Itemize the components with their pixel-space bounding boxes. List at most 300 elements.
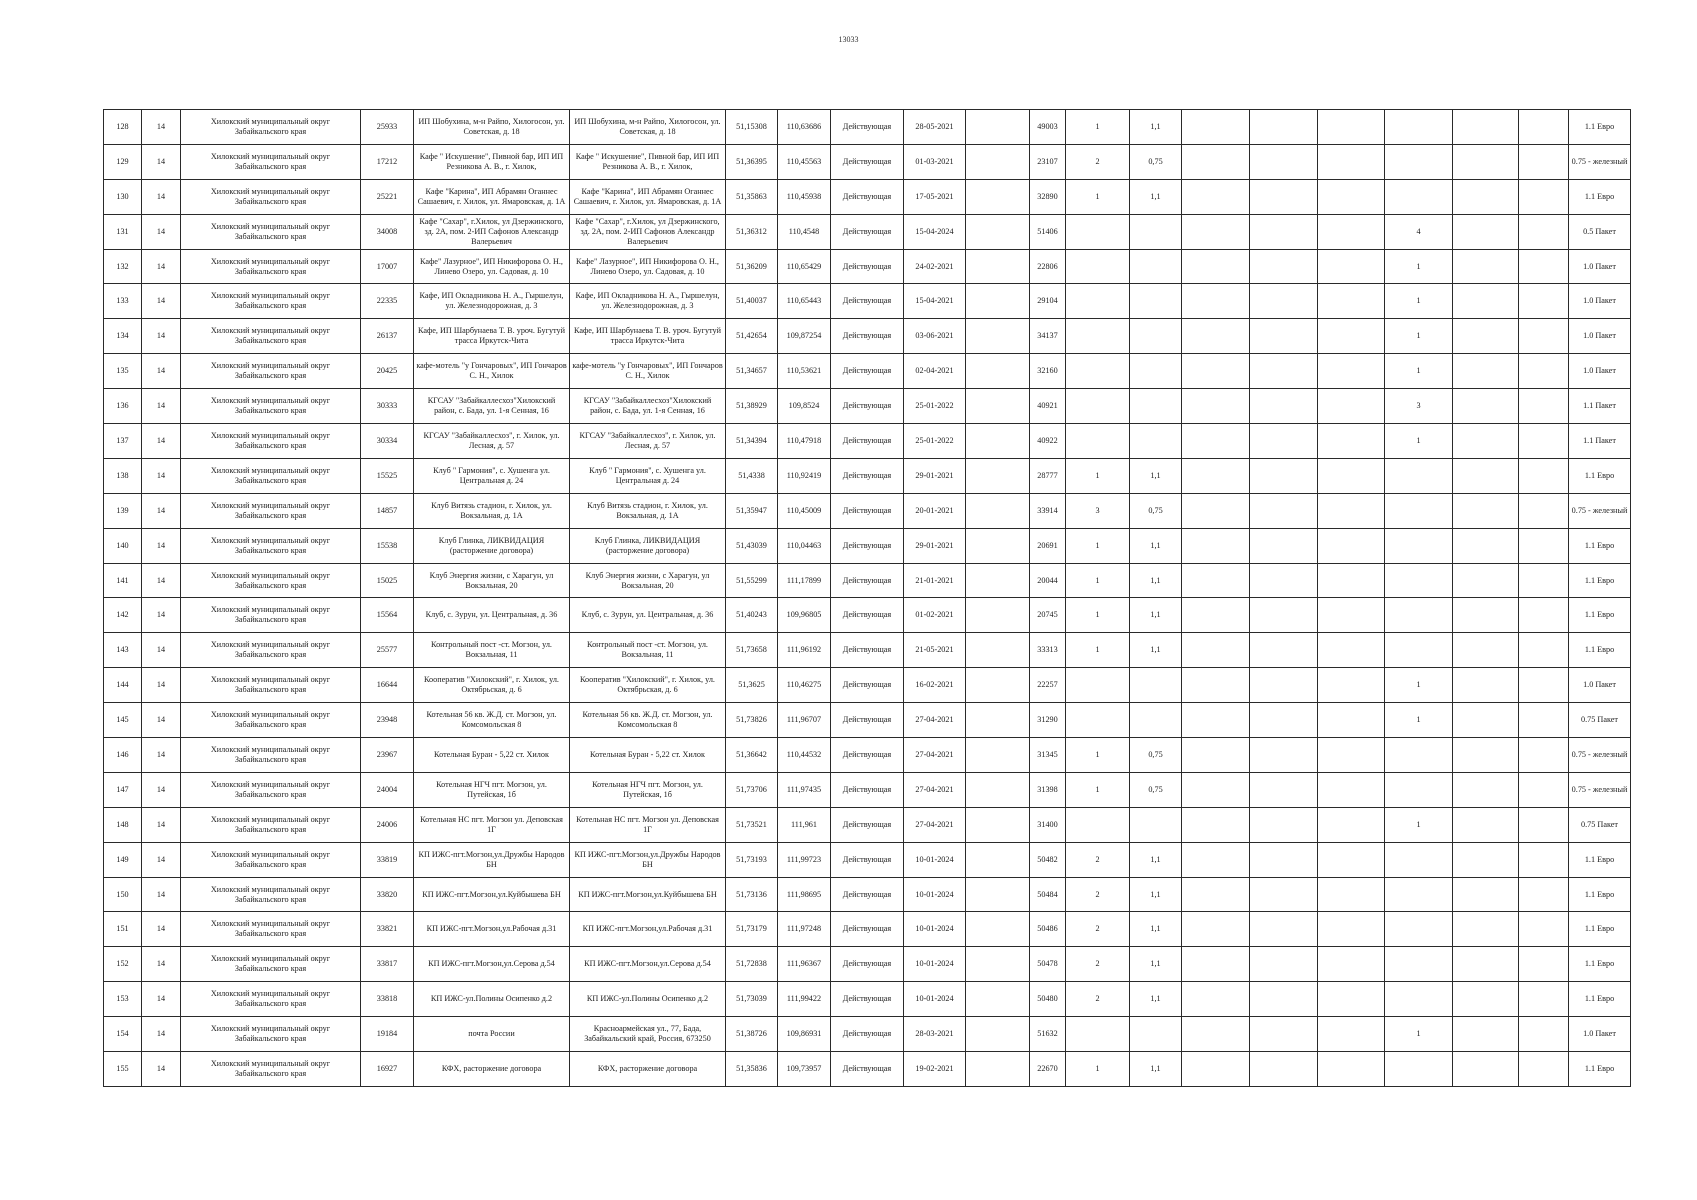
container-count: 1 <box>1066 738 1130 773</box>
container-count <box>1066 424 1130 459</box>
container-count: 1 <box>1066 633 1130 668</box>
empty-cell <box>1519 703 1569 738</box>
registry-number: 50486 <box>1030 912 1066 947</box>
longitude: 109,96805 <box>778 598 831 633</box>
municipal-district: Хилокский муниципальный округ Забайкальского края <box>181 214 361 249</box>
date: 27-04-2021 <box>904 703 966 738</box>
bag-count <box>1385 842 1453 877</box>
empty-cell <box>1250 1052 1318 1087</box>
bag-count: 1 <box>1385 284 1453 319</box>
empty-cell <box>1519 179 1569 214</box>
extra-cell <box>966 144 1030 179</box>
municipal-district: Хилокский муниципальный округ Забайкальского края <box>181 633 361 668</box>
site-name: ИП Шобухина, м-н Райпо, Хилогосон, ул. Советская, д. 18 <box>414 110 570 145</box>
empty-cell <box>1250 563 1318 598</box>
bag-count <box>1385 947 1453 982</box>
site-name: почта России <box>414 1017 570 1052</box>
empty-cell <box>1182 668 1250 703</box>
bag-count <box>1385 110 1453 145</box>
latitude: 51,73039 <box>726 982 778 1017</box>
empty-cell <box>1318 1052 1385 1087</box>
longitude: 109,8524 <box>778 389 831 424</box>
empty-cell <box>1519 1052 1569 1087</box>
empty-cell <box>1250 110 1318 145</box>
extra-cell <box>966 982 1030 1017</box>
registry-number: 49003 <box>1030 110 1066 145</box>
district-code: 14 <box>142 1052 181 1087</box>
registry-number: 34137 <box>1030 319 1066 354</box>
registry-number: 20745 <box>1030 598 1066 633</box>
row-number: 133 <box>104 284 142 319</box>
row-number: 145 <box>104 703 142 738</box>
longitude: 109,73957 <box>778 1052 831 1087</box>
container-count <box>1066 668 1130 703</box>
site-id: 23967 <box>361 738 414 773</box>
latitude: 51,73179 <box>726 912 778 947</box>
container-type: 1.0 Пакет <box>1569 1017 1631 1052</box>
container-type: 1.1 Евро <box>1569 1052 1631 1087</box>
extra-cell <box>966 842 1030 877</box>
table-row <box>104 528 1631 563</box>
row-number: 128 <box>104 110 142 145</box>
bag-count <box>1385 458 1453 493</box>
site-id: 16644 <box>361 668 414 703</box>
container-volume: 1,1 <box>1130 563 1182 598</box>
site-address: Клуб Глинка, ЛИКВИДАЦИЯ (расторжение договора) <box>570 528 726 563</box>
empty-cell <box>1453 319 1519 354</box>
empty-cell <box>1519 912 1569 947</box>
latitude: 51,72838 <box>726 947 778 982</box>
table-row <box>104 493 1631 528</box>
municipal-district: Хилокский муниципальный округ Забайкальского края <box>181 458 361 493</box>
empty-cell <box>1250 947 1318 982</box>
container-volume: 1,1 <box>1130 982 1182 1017</box>
table-row <box>104 249 1631 284</box>
district-code: 14 <box>142 668 181 703</box>
empty-cell <box>1453 1052 1519 1087</box>
container-type: 0.75 - железный <box>1569 493 1631 528</box>
row-number: 143 <box>104 633 142 668</box>
site-id: 25221 <box>361 179 414 214</box>
empty-cell <box>1318 354 1385 389</box>
date: 15-04-2024 <box>904 214 966 249</box>
district-code: 14 <box>142 842 181 877</box>
row-number: 136 <box>104 389 142 424</box>
date: 27-04-2021 <box>904 772 966 807</box>
site-name: Кафе" Лазурное", ИП Никифорова О. Н., Линево Озеро, ул. Садовая, д. 10 <box>414 249 570 284</box>
site-address: Клуб, с. Зурун, ул. Центральная, д. 36 <box>570 598 726 633</box>
site-id: 30334 <box>361 424 414 459</box>
site-address: Клуб " Гармония", с. Хушенга ул. Центральная д. 24 <box>570 458 726 493</box>
row-number: 148 <box>104 807 142 842</box>
empty-cell <box>1519 214 1569 249</box>
container-type: 1.1 Евро <box>1569 982 1631 1017</box>
container-volume: 1,1 <box>1130 110 1182 145</box>
site-name: Кафе "Карина", ИП Абрамян Оганнес Сашаевич, г. Хилок, ул. Ямаровская, д. 1А <box>414 179 570 214</box>
registry-number: 51632 <box>1030 1017 1066 1052</box>
container-volume <box>1130 249 1182 284</box>
row-number: 153 <box>104 982 142 1017</box>
container-volume: 0,75 <box>1130 493 1182 528</box>
empty-cell <box>1250 214 1318 249</box>
latitude: 51,3625 <box>726 668 778 703</box>
date: 10-01-2024 <box>904 982 966 1017</box>
bag-count: 1 <box>1385 1017 1453 1052</box>
row-number: 147 <box>104 772 142 807</box>
registry-number: 40921 <box>1030 389 1066 424</box>
table-row <box>104 144 1631 179</box>
site-id: 20425 <box>361 354 414 389</box>
registry-number: 31400 <box>1030 807 1066 842</box>
table-row <box>104 703 1631 738</box>
row-number: 141 <box>104 563 142 598</box>
container-type: 1.0 Пакет <box>1569 249 1631 284</box>
longitude: 111,99723 <box>778 842 831 877</box>
latitude: 51,4338 <box>726 458 778 493</box>
table-row <box>104 668 1631 703</box>
longitude: 110,47918 <box>778 424 831 459</box>
extra-cell <box>966 807 1030 842</box>
table-row <box>104 598 1631 633</box>
district-code: 14 <box>142 144 181 179</box>
bag-count <box>1385 877 1453 912</box>
container-count: 2 <box>1066 982 1130 1017</box>
empty-cell <box>1318 633 1385 668</box>
row-number: 149 <box>104 842 142 877</box>
district-code: 14 <box>142 807 181 842</box>
table-row <box>104 807 1631 842</box>
empty-cell <box>1182 249 1250 284</box>
empty-cell <box>1250 424 1318 459</box>
district-code: 14 <box>142 772 181 807</box>
date: 17-05-2021 <box>904 179 966 214</box>
site-name: Кооператив "Хилокский", г. Хилок, ул. Октябрьская, д. 6 <box>414 668 570 703</box>
container-volume: 1,1 <box>1130 877 1182 912</box>
status: Действующая <box>831 144 904 179</box>
site-address: КП ИЖС-пгт.Могзон,ул.Куйбышева БН <box>570 877 726 912</box>
empty-cell <box>1453 179 1519 214</box>
latitude: 51,40037 <box>726 284 778 319</box>
site-id: 17007 <box>361 249 414 284</box>
container-count <box>1066 1017 1130 1052</box>
registry-number: 50484 <box>1030 877 1066 912</box>
container-type: 0.75 - железный <box>1569 738 1631 773</box>
empty-cell <box>1318 110 1385 145</box>
empty-cell <box>1250 179 1318 214</box>
table-row <box>104 842 1631 877</box>
site-address: Кафе "Карина", ИП Абрамян Оганнес Сашаевич, г. Хилок, ул. Ямаровская, д. 1А <box>570 179 726 214</box>
table-row <box>104 947 1631 982</box>
municipal-district: Хилокский муниципальный округ Забайкальского края <box>181 389 361 424</box>
container-count: 1 <box>1066 772 1130 807</box>
extra-cell <box>966 563 1030 598</box>
extra-cell <box>966 772 1030 807</box>
latitude: 51,42654 <box>726 319 778 354</box>
site-id: 24006 <box>361 807 414 842</box>
site-id: 14857 <box>361 493 414 528</box>
registry-number: 28777 <box>1030 458 1066 493</box>
registry-number: 50480 <box>1030 982 1066 1017</box>
extra-cell <box>966 668 1030 703</box>
empty-cell <box>1250 633 1318 668</box>
status: Действующая <box>831 284 904 319</box>
registry-number: 29104 <box>1030 284 1066 319</box>
empty-cell <box>1453 354 1519 389</box>
district-code: 14 <box>142 424 181 459</box>
site-address: КГСАУ "Забайкаллесхоз", г. Хилок, ул. Лесная, д. 57 <box>570 424 726 459</box>
row-number: 134 <box>104 319 142 354</box>
empty-cell <box>1250 493 1318 528</box>
latitude: 51,55299 <box>726 563 778 598</box>
site-address: Котельная 56 кв. Ж.Д. ст. Могзон, ул. Комсомольская 8 <box>570 703 726 738</box>
container-volume: 0,75 <box>1130 144 1182 179</box>
container-volume: 0,75 <box>1130 772 1182 807</box>
site-name: Клуб Витязь стадион, г. Хилок, ул. Вокзальная, д. 1А <box>414 493 570 528</box>
row-number: 152 <box>104 947 142 982</box>
empty-cell <box>1519 807 1569 842</box>
empty-cell <box>1182 947 1250 982</box>
empty-cell <box>1318 842 1385 877</box>
site-name: Клуб, с. Зурун, ул. Центральная, д. 36 <box>414 598 570 633</box>
empty-cell <box>1519 982 1569 1017</box>
date: 10-01-2024 <box>904 877 966 912</box>
extra-cell <box>966 389 1030 424</box>
row-number: 154 <box>104 1017 142 1052</box>
empty-cell <box>1318 668 1385 703</box>
municipal-district: Хилокский муниципальный округ Забайкальского края <box>181 842 361 877</box>
table-row <box>104 1017 1631 1052</box>
site-id: 33818 <box>361 982 414 1017</box>
empty-cell <box>1182 354 1250 389</box>
municipal-district: Хилокский муниципальный округ Забайкальского края <box>181 947 361 982</box>
row-number: 140 <box>104 528 142 563</box>
status: Действующая <box>831 842 904 877</box>
empty-cell <box>1250 389 1318 424</box>
date: 03-06-2021 <box>904 319 966 354</box>
extra-cell <box>966 424 1030 459</box>
container-type: 1.0 Пакет <box>1569 354 1631 389</box>
extra-cell <box>966 319 1030 354</box>
container-count <box>1066 807 1130 842</box>
container-count: 2 <box>1066 144 1130 179</box>
municipal-district: Хилокский муниципальный округ Забайкальского края <box>181 354 361 389</box>
registry-number: 22670 <box>1030 1052 1066 1087</box>
row-number: 146 <box>104 738 142 773</box>
municipal-district: Хилокский муниципальный округ Забайкальского края <box>181 249 361 284</box>
date: 21-05-2021 <box>904 633 966 668</box>
district-code: 14 <box>142 214 181 249</box>
longitude: 110,4548 <box>778 214 831 249</box>
container-volume <box>1130 1017 1182 1052</box>
empty-cell <box>1182 598 1250 633</box>
empty-cell <box>1250 982 1318 1017</box>
registry-table <box>103 109 1631 1087</box>
municipal-district: Хилокский муниципальный округ Забайкальского края <box>181 424 361 459</box>
empty-cell <box>1250 354 1318 389</box>
container-type: 1.1 Евро <box>1569 842 1631 877</box>
container-volume: 1,1 <box>1130 947 1182 982</box>
container-type: 1.1 Евро <box>1569 598 1631 633</box>
row-number: 151 <box>104 912 142 947</box>
site-id: 33819 <box>361 842 414 877</box>
empty-cell <box>1453 528 1519 563</box>
date: 01-02-2021 <box>904 598 966 633</box>
site-id: 33821 <box>361 912 414 947</box>
status: Действующая <box>831 249 904 284</box>
empty-cell <box>1182 389 1250 424</box>
district-code: 14 <box>142 877 181 912</box>
status: Действующая <box>831 982 904 1017</box>
status: Действующая <box>831 319 904 354</box>
site-address: Кафе "Сахар", г.Хилок, ул Дзержинского, зд. 2А, пом. 2-ИП Сафонов Александр Валерьевич <box>570 214 726 249</box>
bag-count <box>1385 738 1453 773</box>
longitude: 109,86931 <box>778 1017 831 1052</box>
empty-cell <box>1182 703 1250 738</box>
empty-cell <box>1182 877 1250 912</box>
table-row <box>104 563 1631 598</box>
site-id: 33820 <box>361 877 414 912</box>
municipal-district: Хилокский муниципальный округ Забайкальского края <box>181 144 361 179</box>
extra-cell <box>966 354 1030 389</box>
extra-cell <box>966 877 1030 912</box>
site-address: Клуб Энергия жизни, с Харагун, ул Вокзальная, 20 <box>570 563 726 598</box>
bag-count <box>1385 144 1453 179</box>
empty-cell <box>1453 110 1519 145</box>
empty-cell <box>1182 1017 1250 1052</box>
container-type: 1.1 Евро <box>1569 528 1631 563</box>
status: Действующая <box>831 110 904 145</box>
date: 02-04-2021 <box>904 354 966 389</box>
container-type: 0.75 - железный <box>1569 144 1631 179</box>
empty-cell <box>1182 738 1250 773</box>
date: 29-01-2021 <box>904 528 966 563</box>
table-row <box>104 633 1631 668</box>
empty-cell <box>1453 389 1519 424</box>
container-count <box>1066 249 1130 284</box>
empty-cell <box>1519 772 1569 807</box>
container-volume: 1,1 <box>1130 842 1182 877</box>
site-name: Кафе "Сахар", г.Хилок, ул Дзержинского, зд. 2А, пом. 2-ИП Сафонов Александр Валерьевич <box>414 214 570 249</box>
district-code: 14 <box>142 598 181 633</box>
container-count: 1 <box>1066 110 1130 145</box>
bag-count: 1 <box>1385 249 1453 284</box>
empty-cell <box>1453 703 1519 738</box>
site-id: 15564 <box>361 598 414 633</box>
site-name: КП ИЖС-ул.Полины Осипенко д.2 <box>414 982 570 1017</box>
municipal-district: Хилокский муниципальный округ Забайкальского края <box>181 598 361 633</box>
bag-count: 3 <box>1385 389 1453 424</box>
bag-count <box>1385 982 1453 1017</box>
empty-cell <box>1318 284 1385 319</box>
container-volume: 1,1 <box>1130 458 1182 493</box>
status: Действующая <box>831 1017 904 1052</box>
container-volume <box>1130 424 1182 459</box>
bag-count <box>1385 179 1453 214</box>
site-address: Котельная НГЧ пгт. Могзон, ул. Путейская, 1б <box>570 772 726 807</box>
empty-cell <box>1519 668 1569 703</box>
empty-cell <box>1453 807 1519 842</box>
status: Действующая <box>831 703 904 738</box>
container-volume <box>1130 389 1182 424</box>
extra-cell <box>966 598 1030 633</box>
status: Действующая <box>831 772 904 807</box>
empty-cell <box>1453 144 1519 179</box>
bag-count: 1 <box>1385 319 1453 354</box>
container-type: 1.1 Пакет <box>1569 424 1631 459</box>
latitude: 51,15308 <box>726 110 778 145</box>
empty-cell <box>1318 458 1385 493</box>
longitude: 110,65429 <box>778 249 831 284</box>
date: 19-02-2021 <box>904 1052 966 1087</box>
site-name: Клуб " Гармония", с. Хушенга ул. Центральная д. 24 <box>414 458 570 493</box>
registry-number: 32160 <box>1030 354 1066 389</box>
site-id: 15538 <box>361 528 414 563</box>
container-type: 1.1 Евро <box>1569 633 1631 668</box>
container-count: 1 <box>1066 1052 1130 1087</box>
longitude: 110,45563 <box>778 144 831 179</box>
container-count: 2 <box>1066 947 1130 982</box>
container-count <box>1066 389 1130 424</box>
municipal-district: Хилокский муниципальный округ Забайкальского края <box>181 807 361 842</box>
container-volume <box>1130 807 1182 842</box>
longitude: 111,98695 <box>778 877 831 912</box>
empty-cell <box>1250 703 1318 738</box>
container-type: 0.5 Пакет <box>1569 214 1631 249</box>
table-row <box>104 284 1631 319</box>
row-number: 155 <box>104 1052 142 1087</box>
date: 15-04-2021 <box>904 284 966 319</box>
container-count <box>1066 354 1130 389</box>
site-id: 23948 <box>361 703 414 738</box>
empty-cell <box>1519 284 1569 319</box>
registry-number: 23107 <box>1030 144 1066 179</box>
longitude: 110,44532 <box>778 738 831 773</box>
container-volume: 0,75 <box>1130 738 1182 773</box>
container-count <box>1066 319 1130 354</box>
row-number: 150 <box>104 877 142 912</box>
longitude: 110,53621 <box>778 354 831 389</box>
site-address: Кафе" Лазурное", ИП Никифорова О. Н., Линево Озеро, ул. Садовая, д. 10 <box>570 249 726 284</box>
date: 21-01-2021 <box>904 563 966 598</box>
bag-count <box>1385 528 1453 563</box>
latitude: 51,34394 <box>726 424 778 459</box>
container-count: 1 <box>1066 563 1130 598</box>
longitude: 111,97435 <box>778 772 831 807</box>
municipal-district: Хилокский муниципальный округ Забайкальского края <box>181 668 361 703</box>
status: Действующая <box>831 668 904 703</box>
empty-cell <box>1318 982 1385 1017</box>
table-row <box>104 110 1631 145</box>
empty-cell <box>1182 424 1250 459</box>
empty-cell <box>1182 1052 1250 1087</box>
site-id: 15025 <box>361 563 414 598</box>
registry-number: 33313 <box>1030 633 1066 668</box>
municipal-district: Хилокский муниципальный округ Забайкальского края <box>181 1052 361 1087</box>
empty-cell <box>1318 772 1385 807</box>
empty-cell <box>1182 563 1250 598</box>
empty-cell <box>1519 738 1569 773</box>
status: Действующая <box>831 424 904 459</box>
date: 25-01-2022 <box>904 389 966 424</box>
site-address: Кафе, ИП Окладникова Н. А., Гыршелун, ул. Железнодорожная, д. 3 <box>570 284 726 319</box>
empty-cell <box>1453 493 1519 528</box>
table-row <box>104 319 1631 354</box>
empty-cell <box>1519 633 1569 668</box>
status: Действующая <box>831 214 904 249</box>
container-volume <box>1130 319 1182 354</box>
date: 20-01-2021 <box>904 493 966 528</box>
empty-cell <box>1182 528 1250 563</box>
